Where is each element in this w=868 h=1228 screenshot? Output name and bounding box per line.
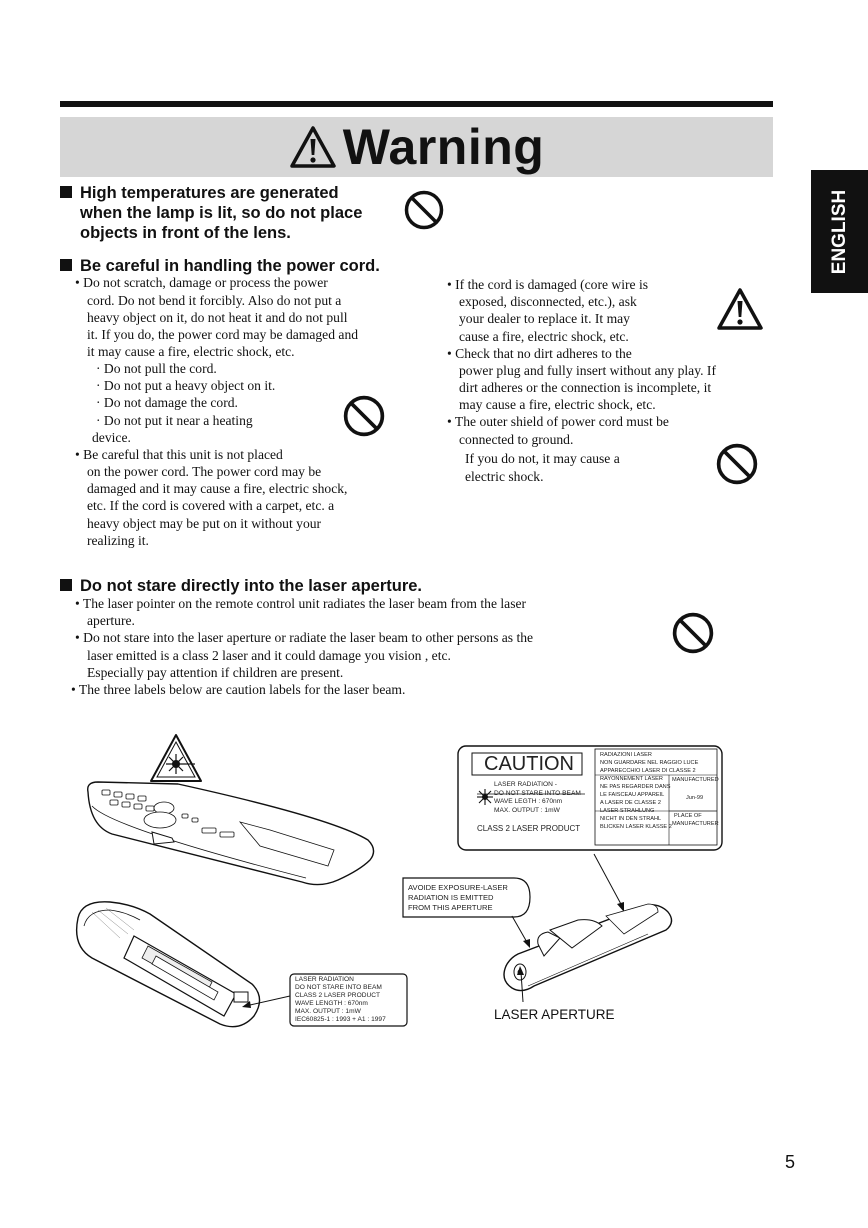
- label-line: FROM THIS APERTURE: [408, 902, 493, 912]
- text-line: Especially pay attention if children are present.: [87, 665, 344, 680]
- page-title: Warning: [342, 119, 545, 175]
- text-line: your dealer to replace it. It may: [459, 311, 630, 326]
- label-line: RAYONNEMENT LASER: [600, 776, 663, 782]
- prohibition-icon: [672, 612, 714, 654]
- aperture-label-text: [408, 883, 508, 912]
- text-line: etc. If the cord is covered with a carpet, etc. a: [87, 498, 335, 513]
- label-line: DO NOT STARE INTO BEAM: [295, 984, 382, 991]
- heading-line: High temperatures are generated: [80, 184, 339, 202]
- caution-label-manufactured: MANUFACTURED: [672, 777, 719, 783]
- label-line: LASER RADIATION: [295, 976, 354, 983]
- caution-label-text: [494, 781, 581, 815]
- remote-control-battery-view: [70, 898, 270, 1034]
- label-line: MAX. OUTPUT : 1mW: [295, 1008, 361, 1015]
- label-line: NICHT IN DEN STRAHL: [600, 816, 662, 822]
- text-line: on the power cord. The power cord may be: [87, 464, 322, 479]
- laser-aperture-caption: LASER APERTURE: [494, 1007, 615, 1022]
- text-line: realizing it.: [87, 533, 149, 548]
- text-line: If you do not, it may cause a: [465, 451, 620, 466]
- caution-label-date: Jun-99: [686, 795, 704, 801]
- prohibition-icon: [343, 395, 385, 437]
- caution-label-place: [672, 812, 719, 828]
- section-high-temperature: [60, 183, 362, 243]
- heading-text: Do not stare directly into the laser aperture.: [80, 577, 423, 595]
- label-line: LE FAISCEAU APPAREIL: [600, 792, 665, 798]
- text-line: damaged and it may cause a fire, electric shock,: [87, 481, 348, 496]
- language-tab-label: ENGLISH: [828, 189, 850, 274]
- text-line: heavy object may be put on it without your: [87, 516, 322, 531]
- section-laser-heading: [60, 576, 422, 596]
- radiation-label-text: [295, 976, 386, 1024]
- laser-burst-icon: [477, 789, 493, 805]
- text-line: · Do not put it near a heating: [96, 413, 253, 428]
- remote-control-drawing: [82, 778, 382, 898]
- label-line: IEC60825-1 : 1993 + A1 : 1997: [295, 1016, 386, 1023]
- text-line: • The outer shield of power cord must be: [447, 414, 669, 429]
- language-tab: [811, 170, 868, 293]
- text-line: · Do not pull the cord.: [96, 361, 217, 376]
- bullet-square: [60, 259, 72, 271]
- text-line: heavy object on it, do not heat it and do not pull: [87, 310, 348, 325]
- text-line: aperture.: [87, 613, 135, 628]
- text-line: · Do not damage the cord.: [96, 395, 238, 410]
- heading-text: Be careful in handling the power cord.: [80, 257, 380, 275]
- laser-hazard-icon: [148, 732, 204, 784]
- caution-label-title: CAUTION: [484, 753, 574, 775]
- text-line: • If the cord is damaged (core wire is: [447, 277, 649, 292]
- bullet-square: [60, 186, 72, 198]
- text-line: · Do not put a heavy object on it.: [96, 378, 276, 393]
- label-line: NON GUARDARE NEL RAGGIO LUCE: [600, 760, 699, 766]
- text-line: cause a fire, electric shock, etc.: [459, 329, 629, 344]
- text-line: dirt adheres or the connection is incomplete, it: [459, 380, 712, 395]
- text-line: it may cause a fire, electric shock, etc.: [87, 344, 295, 359]
- label-line: AVOIDE EXPOSURE-LASER: [408, 883, 508, 892]
- warning-triangle-icon: [289, 125, 337, 169]
- caution-label-class: CLASS 2 LASER PRODUCT: [477, 824, 581, 833]
- label-line: WAVE LEGTH : 670nm: [494, 798, 563, 806]
- text-line: • Check that no dirt adheres to the: [447, 346, 632, 361]
- page-number: 5: [784, 1152, 795, 1172]
- heading-line: when the lamp is lit, so do not place: [80, 204, 363, 222]
- leader-arrow: [515, 966, 531, 1004]
- text-line: electric shock.: [465, 469, 544, 484]
- label-line: NE PAS REGARDER DANS: [600, 784, 671, 790]
- section-power-cord-heading: [60, 256, 380, 276]
- label-line: MAX. OUTPUT : 1mW: [494, 806, 560, 814]
- label-line: MANUFACTURER: [672, 821, 719, 827]
- text-line: connected to ground.: [459, 432, 574, 447]
- prohibition-icon: [404, 190, 444, 230]
- text-line: • The laser pointer on the remote control unit radiates the laser beam from the laser: [75, 596, 527, 611]
- prohibition-icon: [716, 443, 758, 485]
- text-line: it. If you do, the power cord may be damaged and: [87, 327, 359, 342]
- text-line: may cause a fire, electric shock, etc.: [459, 397, 656, 412]
- label-line: CLASS 2 LASER PRODUCT: [295, 992, 381, 999]
- text-line: device.: [92, 430, 131, 445]
- warning-triangle-icon: [716, 287, 764, 331]
- text-line: • Do not scratch, damage or process the power: [75, 275, 328, 290]
- text-line: laser emitted is a class 2 laser and it could damage you vision , etc.: [87, 648, 451, 663]
- text-line: • Be careful that this unit is not placed: [75, 447, 283, 462]
- label-line: BLICKEN LASER KLASSE 2: [600, 824, 672, 830]
- heading-line: objects in front of the lens.: [80, 224, 291, 242]
- top-rule: [60, 101, 773, 107]
- text-line: exposed, disconnected, etc.), ask: [459, 294, 637, 309]
- leader-arrow: [240, 992, 292, 1012]
- label-line: RADIATION IS EMITTED: [408, 892, 494, 902]
- label-line: LASER STRAHLUNG: [600, 808, 655, 814]
- label-line: WAVE LENGTH : 670nm: [295, 1000, 368, 1007]
- bullet-square: [60, 579, 72, 591]
- label-line: DO NOT STARE INTO BEAM: [494, 789, 581, 797]
- label-line: RADIAZIONI LASER: [600, 752, 652, 758]
- text-line: power plug and fully insert without any play. If: [459, 363, 716, 378]
- text-line: cord. Do not bend it forcibly. Also do not put a: [87, 293, 342, 308]
- text-line: • The three labels below are caution labels for the laser beam.: [71, 682, 406, 697]
- label-line: PLACE OF: [674, 813, 702, 819]
- label-line: LASER RADIATION -: [494, 781, 557, 788]
- warning-title-group: [60, 117, 773, 177]
- label-line: APPARECCHIO LASER DI CLASSE 2: [600, 768, 696, 774]
- text-line: • Do not stare into the laser aperture or radiate the laser beam to other persons as the: [75, 630, 534, 645]
- label-line: A LASER DE CLASSE 2: [600, 800, 661, 806]
